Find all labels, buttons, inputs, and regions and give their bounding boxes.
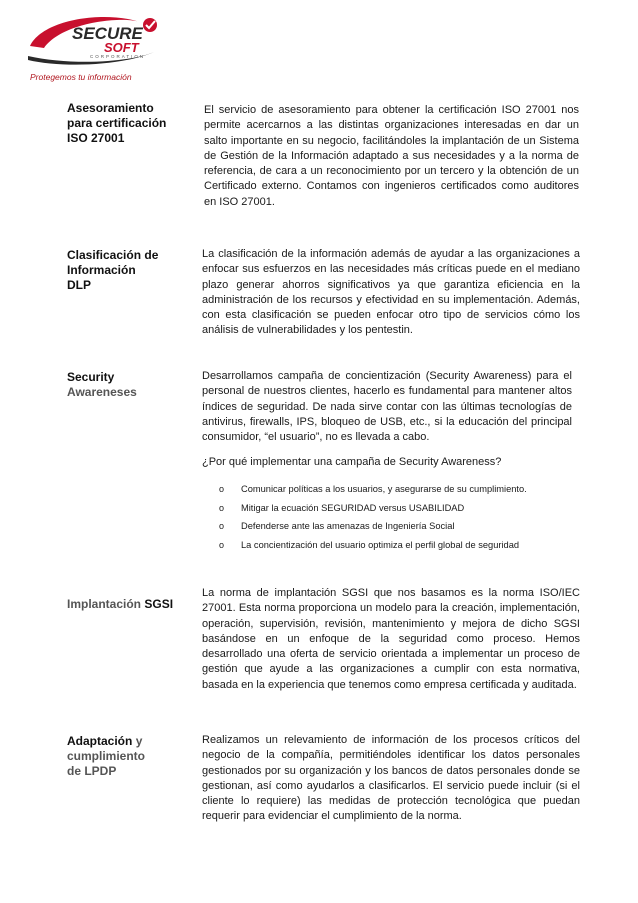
list-item: o Comunicar políticas a los usuarios, y asegurarse de su cumplimiento. (219, 484, 527, 494)
sgsi-section-body: La norma de implantación SGSI que nos basamos es la norma ISO/IEC 27001. Esta norma proporciona un modelo para la creación, implementación, operación, supervisión, revisión, mantenimiento y mejora de dicho SGSI basándose en un enfoque de la seguridad como proceso. Hemos desarrollado una oferta de servicio orientada a implementar un proceso de gestión que ayude a las organizaciones a cumplir con esta normativa, basada en la experiencia que tenemos como empresa certificada y auditada. (202, 587, 580, 691)
lpdp-section-body: Realizamos un relevamiento de información de los procesos críticos del negocio de la compañía, permitiéndoles identificar los datos personales gestionados por su organización y los bancos de datos personales donde se gestionan, así como ayudarlos a clasificarlos. El servicio puede incluir (si el cliente lo requiere) las medidas de protección tecnológica que puedan requerir para evidenciar el cumplimiento de la norma. (202, 734, 580, 823)
awareness-bullet-list (216, 483, 596, 557)
iso-section-label: Asesoramiento para certificación ISO 27001 (67, 101, 167, 145)
list-item: o La concientización del usuario optimiza el perfil global de seguridad (219, 539, 520, 550)
logo-brand-bottom: SOFT (104, 40, 139, 55)
dlp-section-label: Clasificación de Información DLP (67, 248, 159, 292)
dlp-section-body: La clasificación de la información además de ayudar a las organizaciones a enfocar sus esfuerzos en las necesidades más críticas puede en el mediano plazo generar ahorros significativos ya que garantiza eficiencia en la administración de los recursos y efectividad en su implementación. Además, con esta clasificación se pueden enfocar otro tipo de servicios cómo los análisis de vulnerabilidades y los pentestin. (202, 248, 580, 337)
iso-section-body: El servicio de asesoramiento para obtener la certificación ISO 27001 nos permite acercarnos a las distintas organizaciones interesadas en dar un salto importante en su negocio, facilitándoles la implantación de un Sistema de Gestión de la Información adaptado a sus necesidades y a la norma de referencia, de cara a un reconocimiento por un tercero y la obtención de un Certificado externo. Contamos con ingenieros certificados como auditores en ISO 27001. (204, 104, 579, 208)
awareness-section-label: Security Awareneses (67, 370, 137, 399)
list-item: o Mitigar la ecuación SEGURIDAD versus USABILIDAD (219, 502, 465, 513)
company-logo (22, 8, 182, 83)
logo-tagline: Protegemos tu información (30, 72, 132, 82)
logo-brand-sub: CORPORATION (90, 54, 146, 59)
awareness-section-body: Desarrollamos campaña de concientización (Security Awareness) para el personal de nuestros clientes, hacerlo es fundamental para mantener altos índices de seguridad. De nada sirve contar con las últimas tecnologías de antivirus, firewalls, IPS, bloqueo de USB, etc., si la educación del principal consumidor, “el usuario”, no es llevada a cabo. (202, 370, 572, 444)
logo-brand-top: SECURE (72, 24, 143, 43)
awareness-question: ¿Por qué implementar una campaña de Security Awareness? (202, 456, 502, 468)
lpdp-section-label: Adaptación y cumplimiento de LPDP (67, 734, 146, 778)
sgsi-section-label: Implantación SGSI (67, 597, 174, 611)
list-item: o Defenderse ante las amenazas de Ingeniería Social (219, 521, 455, 531)
